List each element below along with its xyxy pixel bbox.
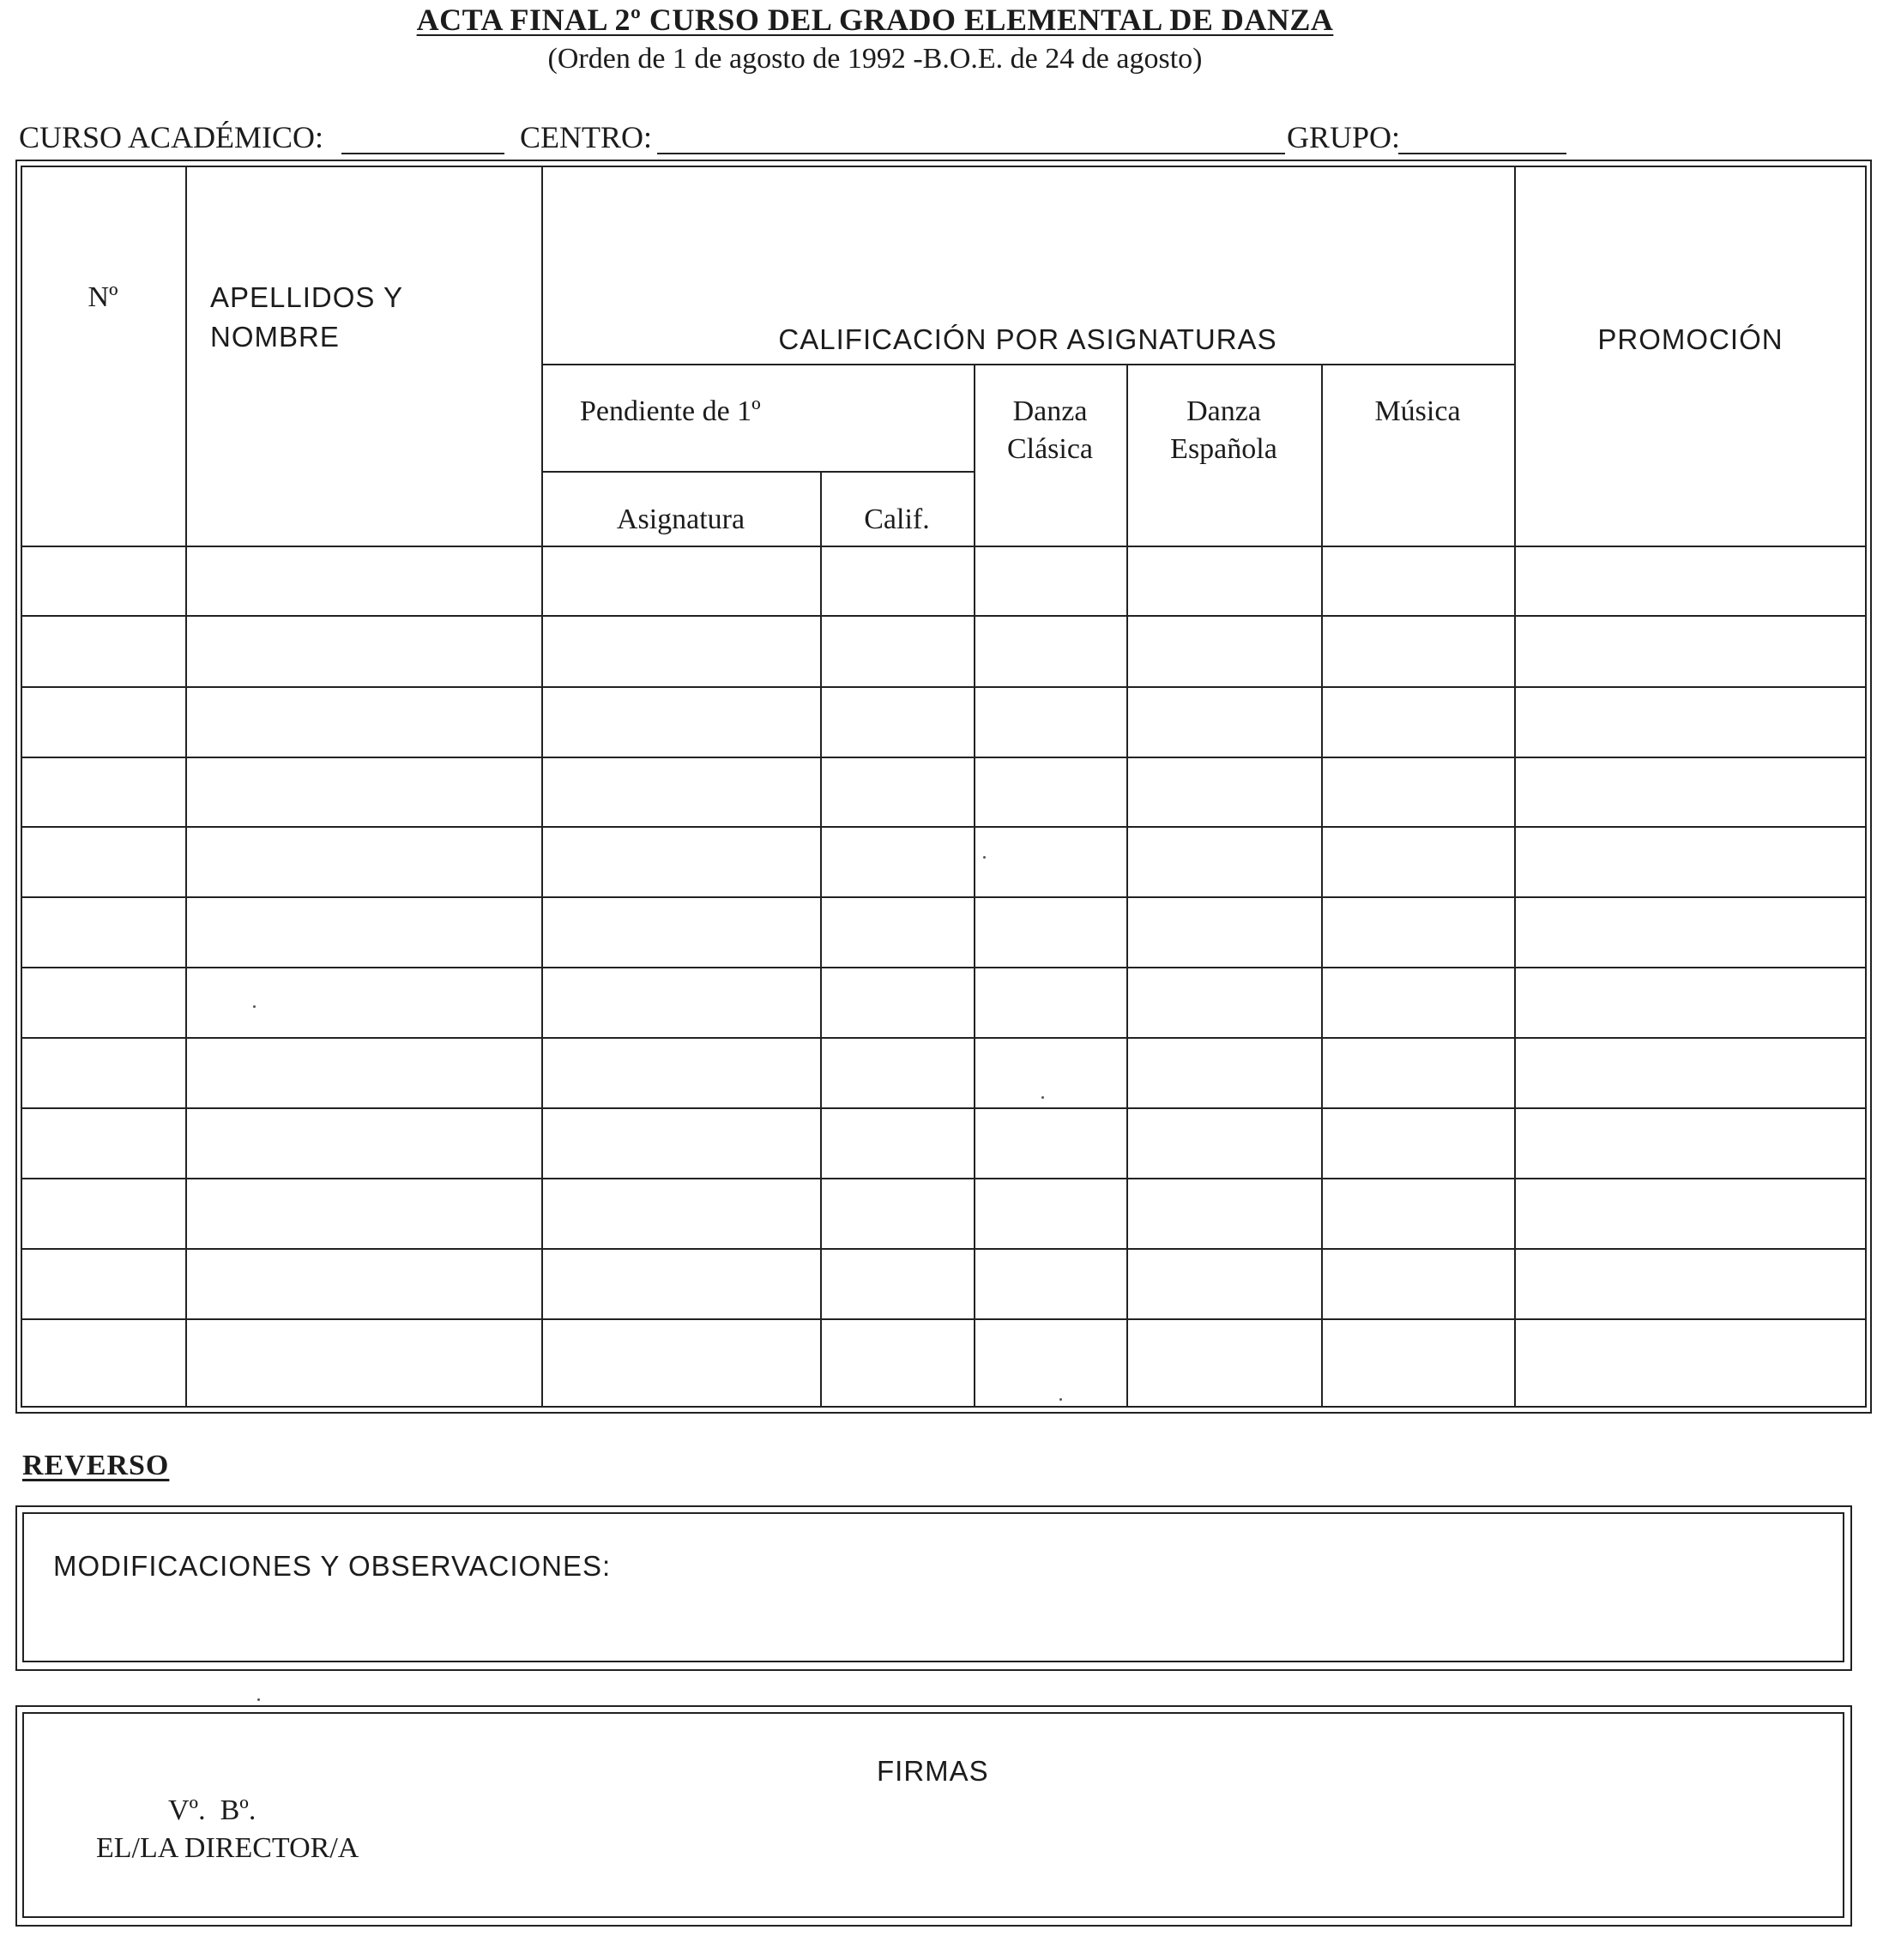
table-cell-asignatura[interactable] — [541, 688, 820, 757]
table-cell-asignatura[interactable] — [541, 1039, 820, 1107]
firmas-label: FIRMAS — [877, 1755, 989, 1787]
table-cell-numero[interactable] — [21, 898, 185, 967]
table-cell-calif[interactable] — [820, 1320, 974, 1408]
table-cell-musica[interactable] — [1321, 617, 1514, 686]
firmas-box — [22, 1712, 1844, 1918]
table-cell-apellidos[interactable] — [185, 688, 541, 757]
table-cell-calif[interactable] — [820, 758, 974, 826]
table-cell-danza-clasica[interactable] — [974, 547, 1126, 615]
table-cell-danza-espanola[interactable] — [1126, 617, 1321, 686]
page-title: ACTA FINAL 2º CURSO DEL GRADO ELEMENTAL DE DANZA — [416, 3, 1334, 37]
table-cell-apellidos[interactable] — [185, 1109, 541, 1178]
table-cell-promocion[interactable] — [1514, 758, 1867, 826]
centro-label: CENTRO: — [520, 120, 653, 154]
table-cell-numero[interactable] — [21, 1320, 185, 1408]
table-cell-danza-clasica[interactable] — [974, 758, 1126, 826]
table-cell-calif[interactable] — [820, 828, 974, 896]
table-cell-promocion[interactable] — [1514, 688, 1867, 757]
table-cell-apellidos[interactable] — [185, 1250, 541, 1318]
table-cell-musica[interactable] — [1321, 1039, 1514, 1107]
page-subtitle: (Orden de 1 de agosto de 1992 -B.O.E. de 24 de agosto) — [547, 43, 1203, 75]
header-apellidos-line1: APELLIDOS Y — [210, 281, 404, 313]
table-cell-promocion[interactable] — [1514, 1320, 1867, 1408]
table-cell-promocion[interactable] — [1514, 547, 1867, 615]
table-cell-numero[interactable] — [21, 617, 185, 686]
table-cell-danza-clasica[interactable] — [974, 968, 1126, 1037]
table-cell-danza-clasica[interactable] — [974, 1109, 1126, 1178]
scan-speck — [253, 1005, 256, 1008]
table-cell-numero[interactable] — [21, 688, 185, 757]
table-cell-asignatura[interactable] — [541, 617, 820, 686]
table-cell-apellidos[interactable] — [185, 1039, 541, 1107]
header-split-pendiente — [541, 471, 974, 473]
scan-speck — [1059, 1398, 1062, 1401]
table-cell-asignatura[interactable] — [541, 1250, 820, 1318]
table-cell-danza-espanola[interactable] — [1126, 898, 1321, 967]
table-cell-calif[interactable] — [820, 547, 974, 615]
table-cell-danza-espanola[interactable] — [1126, 547, 1321, 615]
table-cell-asignatura[interactable] — [541, 1109, 820, 1178]
table-cell-danza-clasica[interactable] — [974, 898, 1126, 967]
table-cell-danza-clasica[interactable] — [974, 617, 1126, 686]
table-cell-apellidos[interactable] — [185, 898, 541, 967]
table-cell-asignatura[interactable] — [541, 547, 820, 615]
centro-field[interactable] — [657, 153, 1285, 154]
header-musica: Música — [1374, 395, 1461, 427]
header-danza-espanola-line1: Danza — [1186, 395, 1261, 427]
table-cell-calif[interactable] — [820, 1179, 974, 1248]
header-pendiente: Pendiente de 1º — [580, 395, 761, 427]
header-promocion: PROMOCIÓN — [1597, 323, 1783, 355]
table-cell-numero[interactable] — [21, 1039, 185, 1107]
header-split-asignaturas — [541, 364, 1514, 365]
curso-academico-label: CURSO ACADÉMICO: — [19, 120, 324, 154]
table-cell-danza-espanola[interactable] — [1126, 1250, 1321, 1318]
table-cell-apellidos[interactable] — [185, 968, 541, 1037]
table-cell-asignatura[interactable] — [541, 1179, 820, 1248]
table-cell-danza-espanola[interactable] — [1126, 968, 1321, 1037]
table-cell-calif[interactable] — [820, 688, 974, 757]
table-cell-calif[interactable] — [820, 617, 974, 686]
table-cell-promocion[interactable] — [1514, 898, 1867, 967]
table-cell-numero[interactable] — [21, 758, 185, 826]
table-cell-musica[interactable] — [1321, 898, 1514, 967]
header-apellidos-line2: NOMBRE — [210, 321, 340, 353]
grupo-label: GRUPO: — [1287, 120, 1401, 154]
table-cell-danza-espanola[interactable] — [1126, 1109, 1321, 1178]
table-cell-calif[interactable] — [820, 968, 974, 1037]
header-calif: Calif. — [864, 504, 930, 535]
table-cell-musica[interactable] — [1321, 547, 1514, 615]
table-cell-musica[interactable] — [1321, 828, 1514, 896]
table-cell-musica[interactable] — [1321, 1109, 1514, 1178]
table-cell-musica[interactable] — [1321, 1320, 1514, 1408]
table-cell-musica[interactable] — [1321, 968, 1514, 1037]
table-cell-numero[interactable] — [21, 547, 185, 615]
header-danza-espanola-line2: Española — [1170, 433, 1277, 465]
table-cell-danza-espanola[interactable] — [1126, 828, 1321, 896]
table-cell-musica[interactable] — [1321, 1179, 1514, 1248]
header-numero: Nº — [88, 281, 118, 313]
table-cell-promocion[interactable] — [1514, 1039, 1867, 1107]
table-cell-danza-espanola[interactable] — [1126, 1039, 1321, 1107]
table-cell-promocion[interactable] — [1514, 617, 1867, 686]
table-cell-calif[interactable] — [820, 1039, 974, 1107]
table-cell-promocion[interactable] — [1514, 1250, 1867, 1318]
observaciones-box[interactable] — [22, 1512, 1844, 1662]
table-cell-promocion[interactable] — [1514, 1179, 1867, 1248]
table-cell-apellidos[interactable] — [185, 758, 541, 826]
table-cell-calif[interactable] — [820, 898, 974, 967]
table-cell-apellidos[interactable] — [185, 1179, 541, 1248]
table-cell-apellidos[interactable] — [185, 547, 541, 615]
table-cell-promocion[interactable] — [1514, 828, 1867, 896]
table-cell-danza-clasica[interactable] — [974, 1039, 1126, 1107]
table-cell-numero[interactable] — [21, 1109, 185, 1178]
table-cell-apellidos[interactable] — [185, 1320, 541, 1408]
table-cell-asignatura[interactable] — [541, 1320, 820, 1408]
header-danza-clasica-line2: Clásica — [1006, 433, 1094, 465]
table-cell-numero[interactable] — [21, 828, 185, 896]
reverso-heading: REVERSO — [22, 1450, 170, 1481]
table-cell-asignatura[interactable] — [541, 968, 820, 1037]
table-cell-danza-espanola[interactable] — [1126, 1320, 1321, 1408]
scan-speck — [983, 856, 986, 859]
table-cell-promocion[interactable] — [1514, 1109, 1867, 1178]
table-cell-danza-clasica[interactable] — [974, 688, 1126, 757]
scan-speck — [257, 1698, 260, 1701]
table-cell-apellidos[interactable] — [185, 617, 541, 686]
curso-academico-field[interactable] — [341, 153, 504, 154]
table-cell-danza-espanola[interactable] — [1126, 1179, 1321, 1248]
header-asignatura: Asignatura — [616, 504, 745, 535]
table-cell-asignatura[interactable] — [541, 758, 820, 826]
table-cell-musica[interactable] — [1321, 688, 1514, 757]
table-cell-apellidos[interactable] — [185, 828, 541, 896]
table-cell-danza-clasica[interactable] — [974, 828, 1126, 896]
table-cell-promocion[interactable] — [1514, 968, 1867, 1037]
table-cell-asignatura[interactable] — [541, 828, 820, 896]
table-cell-danza-clasica[interactable] — [974, 1320, 1126, 1408]
visto-bueno-label: Vº. Bº. — [168, 1794, 256, 1826]
header-calificacion: CALIFICACIÓN POR ASIGNATURAS — [778, 323, 1277, 355]
table-cell-musica[interactable] — [1321, 1250, 1514, 1318]
table-cell-danza-clasica[interactable] — [974, 1250, 1126, 1318]
table-cell-musica[interactable] — [1321, 758, 1514, 826]
grupo-field[interactable] — [1398, 153, 1566, 154]
observaciones-label: MODIFICACIONES Y OBSERVACIONES: — [53, 1550, 612, 1582]
table-cell-numero[interactable] — [21, 968, 185, 1037]
director-label[interactable]: EL/LA DIRECTOR/A — [96, 1832, 359, 1864]
table-cell-danza-espanola[interactable] — [1126, 758, 1321, 826]
scan-speck — [1041, 1096, 1044, 1099]
table-cell-numero[interactable] — [21, 1250, 185, 1318]
table-cell-danza-clasica[interactable] — [974, 1179, 1126, 1248]
table-cell-numero[interactable] — [21, 1179, 185, 1248]
table-cell-calif[interactable] — [820, 1109, 974, 1178]
table-cell-asignatura[interactable] — [541, 898, 820, 967]
table-cell-danza-espanola[interactable] — [1126, 688, 1321, 757]
header-danza-clasica-line1: Danza — [1012, 395, 1088, 427]
table-cell-calif[interactable] — [820, 1250, 974, 1318]
